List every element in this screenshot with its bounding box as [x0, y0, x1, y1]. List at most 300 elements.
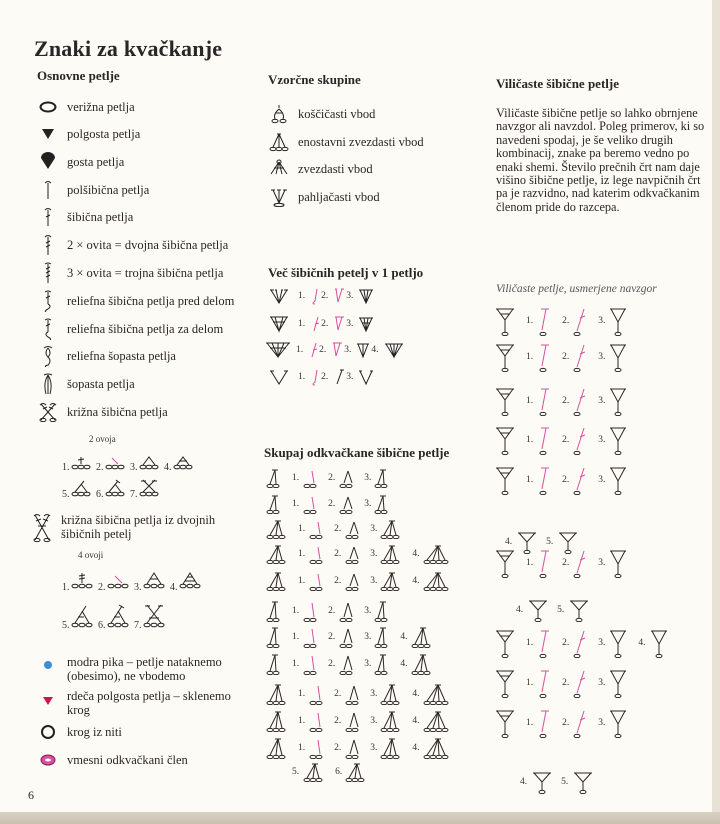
page-number: 6 [28, 788, 34, 802]
forked-row [494, 708, 628, 738]
forked-stitch-icon [608, 386, 628, 416]
cluster-stitch-icon [423, 683, 455, 705]
forked-row [494, 425, 628, 455]
step-label: 4. [371, 345, 379, 355]
step-label: 5. [62, 489, 70, 500]
stitch-label: polgosta petlja [67, 126, 141, 141]
legend-text: vmesni odkvačkani člen [67, 752, 188, 767]
forked-stitch-icon [608, 548, 628, 578]
cross-example-group-2 [62, 572, 202, 593]
step-label: 5. [557, 605, 565, 615]
forked-caption: Viličaste petlje, usmerjene navzgor [496, 283, 657, 295]
stitch-label: reliefna šibična petlja za delom [67, 321, 224, 336]
decrease-row [266, 571, 455, 591]
cluster-stitch-icon [380, 519, 406, 539]
cluster-stitch-icon [380, 571, 406, 591]
step-label: 2. [96, 462, 104, 473]
legend-red-triangle [37, 689, 231, 717]
forked-stitch-icon [557, 530, 579, 554]
cross-diagram-icon [106, 604, 130, 628]
forked-stitch-icon [494, 425, 516, 455]
stitch-row-fp [37, 291, 234, 311]
step-label: 1. [526, 678, 534, 688]
crossed-double-label-1: križna šibična petlja iz dvojnih [61, 513, 216, 527]
group-row-3 [268, 159, 373, 179]
step-label: 3. [598, 638, 606, 648]
step-label: 3. [134, 582, 142, 593]
step-label: 1. [292, 499, 300, 509]
step-label: 4. [516, 605, 524, 615]
pink-stitch-icon [572, 628, 588, 658]
step-label: 3. [344, 345, 352, 355]
step-label: 3. [364, 499, 372, 509]
pink-stitch-icon [302, 626, 322, 648]
forked-stitch-icon [494, 465, 516, 495]
legend-text: krog [67, 703, 90, 717]
cross-diagram-icon [142, 572, 166, 590]
pink-stitch-icon [536, 342, 552, 372]
step-label: 1. [292, 473, 300, 483]
pink-stitch-icon [309, 315, 321, 333]
pink-stitch-icon [572, 386, 588, 416]
cluster-stitch-icon [423, 571, 455, 591]
step-label: 1. [298, 743, 306, 753]
step-label: 2. [328, 606, 336, 616]
cluster-stitch-icon [374, 468, 394, 488]
cluster-stitch-icon [266, 600, 286, 622]
pink-stitch-icon [536, 425, 552, 455]
stitch-row-crossed-double [31, 513, 215, 543]
decrease-heading: Skupaj odkvačkane šibične petlje [264, 445, 450, 460]
filled-teardrop-icon [37, 152, 59, 172]
step-label: 1. [298, 524, 306, 534]
pink-stitch-icon [572, 306, 588, 336]
forked-row [494, 628, 669, 658]
cluster-stitch-icon [411, 626, 437, 648]
v-stitch-icon [268, 314, 290, 334]
step-label: 3. [346, 291, 354, 301]
cluster-stitch-icon [423, 544, 455, 564]
forked-stitch-icon [494, 628, 516, 658]
decrease-row [266, 653, 437, 675]
cross-diagram-icon [138, 456, 160, 470]
forked-row [494, 668, 628, 698]
partial-cluster-icon [338, 600, 358, 622]
v-stitch-icon [268, 287, 290, 305]
decrease-row [266, 544, 455, 564]
ring-icon [37, 722, 59, 742]
v-stitch-icon [357, 315, 375, 333]
pink-stitch-icon [536, 386, 552, 416]
step-label: 2. [334, 524, 342, 534]
stitch-label: gosta petlja [67, 154, 125, 169]
forked-row [494, 465, 628, 495]
cluster-stitch-icon [266, 683, 292, 705]
legend-text: krog iz niti [67, 724, 122, 739]
forked-stitch-icon [608, 342, 628, 372]
step-label: 7. [130, 489, 138, 500]
step-label: 2. [319, 345, 327, 355]
cluster-stitch-icon [374, 494, 394, 514]
legend-ring [37, 722, 122, 742]
stitch-label: križna šibična petlja [67, 404, 168, 419]
step-label: 5. [292, 767, 300, 777]
page-bottom-edge [0, 812, 720, 824]
front-post-icon [37, 291, 59, 311]
cluster-stitch-icon [266, 494, 286, 514]
step-label: 1. [526, 352, 534, 362]
step-label: 6. [98, 620, 106, 631]
multi-dc-row-3 [264, 340, 405, 360]
cross-diagram-icon [178, 572, 202, 590]
star-stitch-icon [268, 132, 290, 152]
step-label: 1. [298, 689, 306, 699]
step-label: 3. [370, 743, 378, 753]
shell-stitch-icon [264, 340, 292, 360]
stitch-row-slip [37, 124, 140, 144]
partial-cluster-icon [344, 683, 364, 705]
pink-stitch-icon [330, 341, 344, 359]
relief-puff-icon [37, 346, 59, 366]
step-label: 3. [346, 372, 354, 382]
decrease-row [266, 468, 394, 488]
pink-stitch-icon [536, 306, 552, 336]
step-label: 2. [328, 659, 336, 669]
blue-dot-icon [37, 655, 59, 675]
shell-stitch-icon [383, 341, 405, 359]
cluster-stitch-icon [411, 653, 437, 675]
group-row-2 [268, 132, 424, 152]
cluster-stitch-icon [380, 710, 406, 732]
cross-diagram-icon [70, 456, 92, 470]
stitch-label: 2 × ovita = dvojna šibična petlja [67, 237, 229, 252]
step-label: 2. [562, 352, 570, 362]
stitch-label: šibična petlja [67, 209, 134, 224]
multi-dc-row-1 [268, 287, 375, 305]
decrease-row [266, 519, 406, 539]
step-label: 4. [412, 689, 420, 699]
group-label: enostavni zvezdasti vbod [298, 134, 424, 149]
step-label: 3. [598, 435, 606, 445]
cluster-stitch-icon [345, 762, 371, 782]
step-label: 1. [526, 316, 534, 326]
stitch-row-chain [37, 97, 135, 117]
step-label: 1. [292, 632, 300, 642]
forked-stitch-icon [608, 628, 628, 658]
step-label: 2. [562, 475, 570, 485]
puff-stitch-icon [37, 374, 59, 394]
stitch-row-bp [37, 319, 223, 339]
step-label: 2. [328, 632, 336, 642]
stitch-row-sc [37, 152, 124, 172]
forked-stitch-icon [608, 465, 628, 495]
cluster-stitch-icon [266, 626, 286, 648]
step-label: 4. [505, 537, 513, 547]
cross-diagram-icon [70, 572, 94, 590]
group-label: zvezdasti vbod [298, 161, 373, 176]
pink-stitch-icon [302, 468, 322, 488]
step-label: 4. [400, 659, 408, 669]
back-post-icon [37, 319, 59, 339]
multi-dc-heading: Več šibičnih petelj v 1 petljo [268, 265, 424, 280]
step-label: 1. [526, 475, 534, 485]
red-triangle-icon [37, 689, 59, 709]
forked-stitch-icon [649, 628, 669, 658]
pink-stitch-icon [536, 668, 552, 698]
oval-chain-icon [37, 97, 59, 117]
pink-link-icon [37, 750, 59, 770]
step-label: 1. [296, 345, 304, 355]
step-label: 6. [335, 767, 343, 777]
bobble-stitch-icon [268, 104, 290, 124]
step-label: 1. [292, 659, 300, 669]
pink-stitch-icon [302, 653, 322, 675]
step-label: 4. [638, 638, 646, 648]
step-label: 4. [170, 582, 178, 593]
step-label: 5. [561, 777, 569, 787]
cluster-stitch-icon [423, 737, 455, 759]
pink-stitch-icon [572, 465, 588, 495]
step-label: 1. [526, 638, 534, 648]
pink-stitch-icon [332, 368, 346, 386]
forked-stitches-heading: Viličaste šibične petlje [496, 76, 619, 91]
decrease-row [266, 683, 455, 705]
step-label: 1. [292, 606, 300, 616]
multi-dc-row-2 [268, 314, 375, 334]
forked-stitch-icon [494, 708, 516, 738]
step-label: 2. [321, 291, 329, 301]
multi-dc-row-4 [268, 368, 375, 386]
cluster-stitch-icon [266, 571, 292, 591]
pink-stitch-icon [302, 494, 322, 514]
step-label: 2. [562, 316, 570, 326]
cluster-stitch-icon [380, 683, 406, 705]
forked-row-extra [520, 770, 594, 794]
pink-stitch-icon [572, 425, 588, 455]
fan-stitch-icon [268, 187, 290, 207]
step-label: 1. [526, 396, 534, 406]
step-label: 3. [598, 558, 606, 568]
pink-stitch-icon [308, 737, 328, 759]
partial-cluster-icon [344, 519, 364, 539]
treble-crochet-icon [37, 235, 59, 255]
cluster-stitch-icon [423, 710, 455, 732]
step-label: 3. [370, 549, 378, 559]
step-label: 1. [298, 549, 306, 559]
step-label: 5. [546, 537, 554, 547]
cluster-stitch-icon [266, 544, 292, 564]
forked-stitch-icon [608, 425, 628, 455]
forked-stitch-icon [568, 598, 590, 622]
forked-stitch-icon [527, 598, 549, 622]
step-label: 2. [334, 716, 342, 726]
cluster-stitch-icon [266, 737, 292, 759]
step-label: 3. [370, 716, 378, 726]
cross-example-group-2b [62, 604, 166, 631]
legend-pink-link [37, 750, 188, 770]
pattern-groups-heading: Vzorčne skupine [268, 72, 361, 87]
step-label: 4. [412, 716, 420, 726]
cross-diagram-icon [70, 604, 94, 628]
group-row-1 [268, 104, 375, 124]
partial-cluster-icon [344, 710, 364, 732]
cross-diagram-icon [70, 479, 92, 497]
cluster-stitch-icon [374, 600, 394, 622]
step-label: 3. [364, 632, 372, 642]
pink-stitch-icon [308, 571, 328, 591]
step-label: 2. [321, 319, 329, 329]
step-label: 1. [298, 291, 306, 301]
page-title: Znaki za kvačkanje [34, 36, 223, 61]
cross-diagram-icon [172, 456, 194, 470]
crossed-stitch-icon [37, 402, 59, 422]
forked-row [494, 342, 628, 372]
step-label: 1. [526, 558, 534, 568]
forked-row-extra [505, 530, 579, 554]
step-label: 2. [98, 582, 106, 593]
step-label: 2. [334, 549, 342, 559]
forked-stitch-icon [608, 306, 628, 336]
step-label: 3. [130, 462, 138, 473]
step-label: 5. [62, 620, 70, 631]
step-label: 3. [346, 319, 354, 329]
partial-cluster-icon [344, 737, 364, 759]
step-label: 2. [328, 499, 336, 509]
forked-stitch-icon [494, 306, 516, 336]
cluster-stitch-icon [266, 468, 286, 488]
crossed-double-label-2: šibičnih petelj [61, 527, 132, 541]
pink-stitch-icon [308, 710, 328, 732]
stitch-row-relief-puff [37, 346, 176, 366]
stitch-label: reliefna šibična petlja pred delom [67, 293, 235, 308]
stitch-row-tr [37, 235, 228, 255]
step-label: 2. [328, 473, 336, 483]
step-label: 2. [562, 558, 570, 568]
step-label: 3. [364, 606, 372, 616]
step-label: 2. [562, 678, 570, 688]
pink-stitch-icon [307, 341, 319, 359]
decrease-row [266, 626, 437, 648]
step-label: 1. [526, 718, 534, 728]
step-label: 3. [598, 352, 606, 362]
cluster-stitch-icon [266, 653, 286, 675]
forked-row [494, 306, 628, 336]
pink-stitch-icon [332, 315, 346, 333]
v-stitch-icon [357, 368, 375, 386]
step-label: 4. [412, 576, 420, 586]
forked-stitch-icon [608, 708, 628, 738]
triple-treble-icon [37, 263, 59, 283]
pink-stitch-icon [536, 708, 552, 738]
step-label: 3. [598, 396, 606, 406]
pink-stitch-icon [302, 600, 322, 622]
v-stitch-icon [357, 287, 375, 305]
step-label: 7. [134, 620, 142, 631]
partial-cluster-icon [344, 571, 364, 591]
pink-stitch-icon [309, 368, 321, 386]
step-label: 6. [96, 489, 104, 500]
partial-cluster-icon [338, 653, 358, 675]
step-label: 1. [298, 576, 306, 586]
legend-text: modra pika – petlje nataknemo [67, 655, 222, 669]
crossed-double-stitch-icon [31, 513, 53, 543]
half-double-crochet-icon [37, 180, 59, 200]
forked-stitch-icon [516, 530, 538, 554]
step-label: 4. [412, 549, 420, 559]
forked-stitch-icon [494, 386, 516, 416]
v-stitch-icon [355, 341, 371, 359]
forked-row-extra [516, 598, 590, 622]
pink-stitch-icon [308, 519, 328, 539]
step-label: 3. [364, 659, 372, 669]
stitch-row-dtr [37, 263, 223, 283]
step-label: 1. [298, 716, 306, 726]
pink-stitch-icon [308, 544, 328, 564]
stitch-row-puff [37, 374, 135, 394]
cluster-stitch-icon [374, 626, 394, 648]
legend-text: rdeča polgosta petlja – sklenemo [67, 689, 231, 703]
step-label: 2. [562, 396, 570, 406]
legend-blue-dot [37, 655, 222, 683]
decrease-row [266, 600, 394, 622]
page-right-edge [712, 0, 720, 824]
step-label: 2. [562, 638, 570, 648]
cross-diagram-icon [142, 604, 166, 628]
star-cluster-icon [268, 159, 290, 179]
stitch-row-crossed [37, 402, 168, 422]
cross-example-group-1 [62, 456, 194, 473]
step-label: 3. [370, 689, 378, 699]
forked-stitch-icon [531, 770, 553, 794]
stitch-label: šopasta petlja [67, 376, 135, 391]
group-row-4 [268, 187, 380, 207]
basic-stitches-heading: Osnovne petlje [37, 68, 120, 83]
cluster-stitch-icon [380, 544, 406, 564]
forked-stitch-icon [608, 668, 628, 698]
four-wraps-note: 4 ovoji [78, 550, 104, 560]
step-label: 2. [321, 372, 329, 382]
pink-stitch-icon [572, 342, 588, 372]
pink-stitch-icon [536, 628, 552, 658]
partial-cluster-icon [344, 544, 364, 564]
step-label: 2. [562, 718, 570, 728]
stitch-label: reliefna šopasta petlja [67, 348, 176, 363]
forked-stitch-icon [494, 342, 516, 372]
step-label: 2. [334, 576, 342, 586]
decrease-row [266, 494, 394, 514]
cross-diagram-icon [104, 456, 126, 470]
step-label: 3. [370, 524, 378, 534]
partial-cluster-icon [338, 626, 358, 648]
partial-cluster-icon [338, 468, 358, 488]
step-label: 3. [370, 576, 378, 586]
cross-example-group-1b [62, 479, 160, 500]
forked-stitch-icon [494, 668, 516, 698]
pink-stitch-icon [309, 287, 321, 305]
stitch-label: polšibična petlja [67, 182, 150, 197]
step-label: 2. [562, 435, 570, 445]
stitch-label: 3 × ovita = trojna šibična petlja [67, 265, 224, 280]
cross-diagram-icon [104, 479, 126, 497]
two-wraps-note: 2 ovoja [89, 434, 116, 444]
step-label: 2. [334, 743, 342, 753]
filled-triangle-icon [37, 124, 59, 144]
forked-stitch-icon [572, 770, 594, 794]
legend-text: (obesimo), ne vbodemo [67, 669, 186, 683]
cluster-stitch-icon [303, 762, 329, 782]
step-label: 3. [598, 718, 606, 728]
decrease-row [266, 710, 455, 732]
